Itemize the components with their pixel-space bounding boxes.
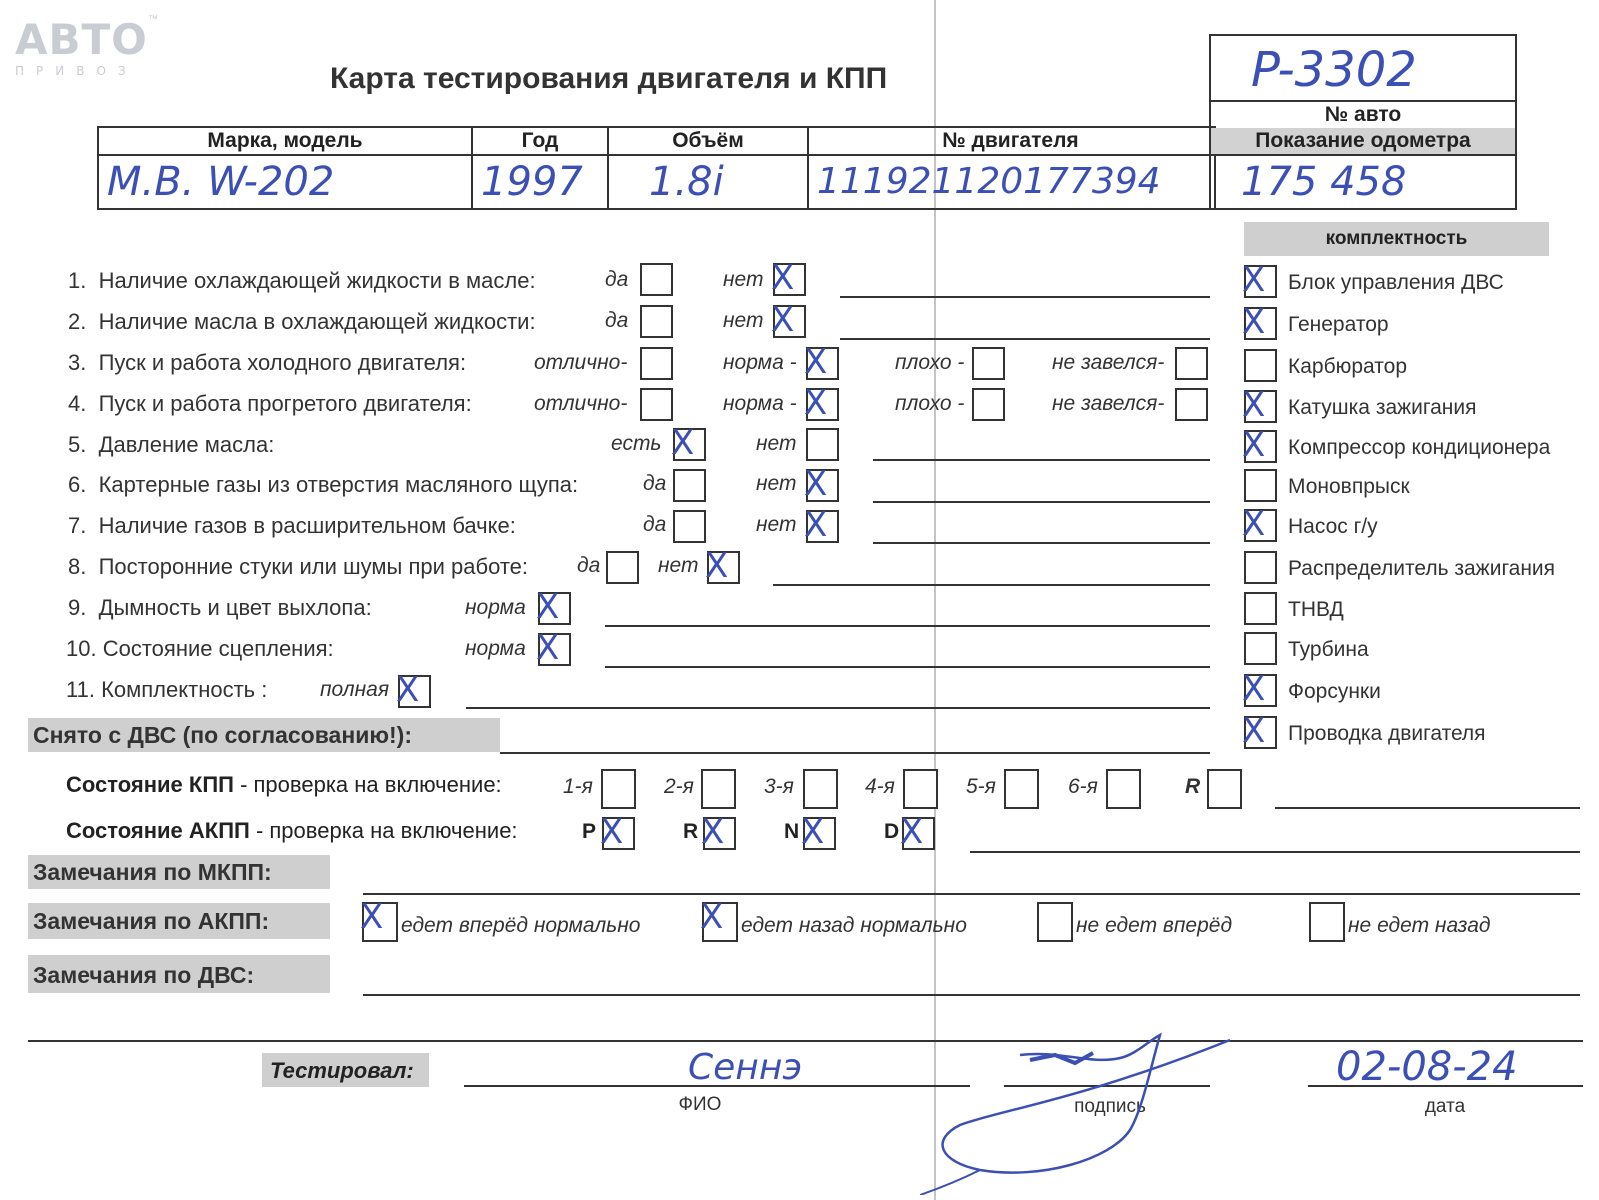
check-mark: X <box>671 423 695 463</box>
gear-checkbox[interactable] <box>701 769 736 809</box>
check-mark: X <box>600 812 624 852</box>
question-text: Картерные газы из отверстия масляного щупа: <box>98 472 579 497</box>
remarks-mkpp-label: Замечания по МКПП: <box>33 859 272 885</box>
kit-item-label: Турбина <box>1288 638 1369 661</box>
volume-value: 1.8i <box>649 159 724 205</box>
kit-checkbox[interactable] <box>1242 711 1277 751</box>
question-1 <box>68 268 536 294</box>
year-value: 1997 <box>481 159 583 205</box>
akpp-checkbox-d[interactable] <box>900 812 935 852</box>
gear-checkbox[interactable] <box>1207 769 1242 809</box>
checkbox-q2-da[interactable] <box>640 305 673 338</box>
option-label: да <box>605 309 629 332</box>
kpp-line <box>1275 807 1580 809</box>
volume-label: Объём <box>609 128 807 156</box>
checkbox-q1-net[interactable] <box>771 258 806 298</box>
question-text: Дымность и цвет выхлопа: <box>98 595 372 620</box>
question-text: Наличие охлаждающей жидкости в масле: <box>98 268 536 293</box>
kpp-label-rest: - проверка на включение: <box>233 772 502 797</box>
gear-checkbox[interactable] <box>1106 769 1141 809</box>
option-label: нет <box>756 432 797 455</box>
kpp-label-bold: Состояние КПП <box>66 772 234 797</box>
check-mark: X <box>536 628 560 668</box>
footer-divider <box>28 1040 1583 1042</box>
kit-title: комплектность <box>1325 228 1468 249</box>
checkbox-q3-bad[interactable] <box>972 347 1005 380</box>
logo-main-text: АВТО <box>15 15 148 64</box>
checkbox-q3-excellent[interactable] <box>640 347 673 380</box>
question-text: Наличие масла в охлаждающей жидкости: <box>98 309 536 334</box>
answer-line <box>605 666 1210 668</box>
odometer-label: Показание одометра <box>1211 128 1515 156</box>
kit-item-label: Форсунки <box>1288 680 1381 703</box>
question-number: 5. <box>68 432 87 457</box>
gear-label: 2-я <box>664 775 694 798</box>
checkbox-q5-yes[interactable] <box>671 423 706 463</box>
akpp-remark-label: едет вперёд нормально <box>401 914 641 937</box>
logo-sub-text: ПРИВОЗ <box>15 64 138 78</box>
gear-label: 3-я <box>764 775 794 798</box>
brand-value: M.B. W-202 <box>107 159 335 205</box>
gear-label: 5-я <box>966 775 996 798</box>
check-mark: X <box>1242 711 1266 751</box>
gear-checkbox[interactable] <box>601 769 636 809</box>
akpp-remark-checkbox-no-back[interactable] <box>1309 902 1345 942</box>
checkbox-q6-da[interactable] <box>673 469 706 502</box>
kit-item-label: Компрессор кондиционера <box>1288 436 1551 459</box>
kit-item-label: Генератор <box>1288 313 1389 336</box>
option-label: нет <box>658 554 699 577</box>
kit-checkbox[interactable] <box>1244 592 1277 625</box>
check-mark: X <box>700 897 724 937</box>
option-label: нет <box>756 513 797 536</box>
question-10 <box>66 636 334 662</box>
check-mark: X <box>771 300 795 340</box>
answer-line <box>873 459 1210 461</box>
question-7 <box>68 513 516 539</box>
header-table <box>97 126 1216 210</box>
check-mark: X <box>1242 260 1266 300</box>
kit-checkbox[interactable] <box>1242 504 1277 544</box>
kit-item-label: Катушка зажигания <box>1288 396 1477 419</box>
check-mark: X <box>771 258 795 298</box>
checkbox-q10-normal[interactable] <box>536 628 571 668</box>
question-9 <box>68 595 372 621</box>
option-label: нет <box>723 268 764 291</box>
akpp-remark-label: едет назад нормально <box>741 914 967 937</box>
question-text: Комплектность : <box>101 677 268 702</box>
question-text: Состояние сцепления: <box>102 636 334 661</box>
removed-line <box>500 752 1210 754</box>
answer-line <box>773 584 1210 586</box>
kit-checkbox[interactable] <box>1244 632 1277 665</box>
kit-checkbox[interactable] <box>1244 551 1277 584</box>
akpp-remark-checkbox-back-ok[interactable] <box>700 897 738 942</box>
checkbox-q11-full[interactable] <box>396 670 431 710</box>
checkbox-q9-normal[interactable] <box>536 587 571 627</box>
gear-label: 4-я <box>865 775 895 798</box>
answer-line <box>840 296 1210 298</box>
check-mark: X <box>396 670 420 710</box>
akpp-label <box>66 818 518 844</box>
question-6 <box>68 472 578 498</box>
answer-line <box>605 625 1210 627</box>
signature-image <box>920 1030 1250 1195</box>
checkbox-q3-normal[interactable] <box>804 342 839 382</box>
gear-label: R <box>1185 775 1201 798</box>
kit-checkbox[interactable] <box>1242 260 1277 300</box>
gear-checkbox[interactable] <box>903 769 938 809</box>
date-label: дата <box>1424 1096 1466 1117</box>
brand-label: Марка, модель <box>99 128 471 156</box>
question-number: 10. <box>66 636 97 661</box>
logo-tm: ™ <box>148 14 158 25</box>
car-number-label: № авто <box>1324 103 1402 126</box>
akpp-remark-checkbox-no-forward[interactable] <box>1037 902 1073 942</box>
question-3 <box>68 350 466 376</box>
gear-label: 1-я <box>563 775 593 798</box>
question-number: 11. <box>66 677 95 702</box>
question-text: Пуск и работа холодного двигателя: <box>98 350 467 375</box>
akpp-pos-label: N <box>784 820 800 843</box>
remarks-akpp-label: Замечания по АКПП: <box>33 908 270 934</box>
option-label: не завелся- <box>1052 392 1165 415</box>
checkbox-q1-da[interactable] <box>640 263 673 296</box>
remarks-dvs-label: Замечания по ДВС: <box>33 962 255 988</box>
kit-checkbox[interactable] <box>1242 669 1277 709</box>
question-11 <box>66 677 267 703</box>
checkbox-q4-excellent[interactable] <box>640 388 673 421</box>
question-number: 4. <box>68 391 87 416</box>
question-text: Пуск и работа прогретого двигателя: <box>98 391 472 416</box>
kit-item-label: Насос г/у <box>1288 515 1378 538</box>
logo <box>15 15 148 78</box>
option-label: норма <box>465 596 526 619</box>
question-number: 3. <box>68 350 87 375</box>
question-number: 2. <box>68 309 87 334</box>
checkbox-q4-normal[interactable] <box>804 383 839 423</box>
checkbox-q2-net[interactable] <box>771 300 806 340</box>
question-text: Посторонние стуки или шумы при работе: <box>98 554 528 579</box>
answer-line <box>873 542 1210 544</box>
odometer-value: 175 458 <box>1241 159 1407 205</box>
akpp-checkbox-r[interactable] <box>701 812 736 852</box>
tested-label: Тестировал: <box>270 1058 414 1083</box>
kit-checkbox[interactable] <box>1242 302 1277 342</box>
check-mark: X <box>804 342 828 382</box>
check-mark: X <box>1242 425 1266 465</box>
option-label: да <box>605 268 629 291</box>
removed-label: Снято с ДВС (по согласованию!): <box>33 722 412 748</box>
option-label: да <box>577 554 601 577</box>
kit-checkbox[interactable] <box>1242 425 1277 465</box>
akpp-pos-label: R <box>683 820 699 843</box>
fio-label: ФИО <box>678 1094 722 1115</box>
answer-line <box>873 501 1210 503</box>
check-mark: X <box>804 383 828 423</box>
answer-line <box>840 338 1210 340</box>
option-label: полная <box>320 678 390 701</box>
checkbox-q5-no[interactable] <box>806 428 839 461</box>
question-5 <box>68 432 274 458</box>
checkbox-q4-no-start[interactable] <box>1175 388 1208 421</box>
gear-label: 6-я <box>1068 775 1098 798</box>
kit-checkbox[interactable] <box>1244 349 1277 382</box>
remarks-dvs-line <box>363 994 1580 996</box>
akpp-checkbox-p[interactable] <box>600 812 635 852</box>
akpp-line <box>970 851 1580 853</box>
kit-checkbox[interactable] <box>1242 385 1277 425</box>
checkbox-q3-no-start[interactable] <box>1175 347 1208 380</box>
question-4 <box>68 391 472 417</box>
question-number: 6. <box>68 472 87 497</box>
akpp-label-bold: Состояние АКПП <box>66 818 250 843</box>
option-label: норма - <box>723 392 797 415</box>
check-mark: X <box>1242 669 1266 709</box>
check-mark: X <box>1242 504 1266 544</box>
check-mark: X <box>1242 302 1266 342</box>
kit-item-label: Проводка двигателя <box>1288 722 1486 745</box>
checkbox-q7-net[interactable] <box>804 505 839 545</box>
option-label: да <box>643 472 667 495</box>
akpp-label-rest: - проверка на включение: <box>249 818 518 843</box>
check-mark: X <box>900 812 924 852</box>
kit-item-label: Карбюратор <box>1288 355 1408 378</box>
option-label: отлично- <box>534 351 628 374</box>
checkbox-q7-da[interactable] <box>673 510 706 543</box>
checkbox-q8-net[interactable] <box>705 546 740 586</box>
akpp-pos-label: P <box>582 820 597 843</box>
option-label: не завелся- <box>1052 351 1165 374</box>
check-mark: X <box>705 546 729 586</box>
checkbox-q4-bad[interactable] <box>972 388 1005 421</box>
question-number: 8. <box>68 554 87 579</box>
akpp-checkbox-n[interactable] <box>801 812 836 852</box>
question-number: 9. <box>68 595 87 620</box>
kit-item-label: Блок управления ДВС <box>1288 271 1504 294</box>
option-label: плохо - <box>895 392 965 415</box>
option-label: плохо - <box>895 351 965 374</box>
option-label: да <box>643 513 667 536</box>
kit-item-label: Распределитель зажигания <box>1288 557 1556 580</box>
option-label: норма <box>465 637 526 660</box>
option-label: нет <box>756 472 797 495</box>
answer-line <box>466 707 1210 709</box>
question-8 <box>68 554 528 580</box>
checkbox-q6-net[interactable] <box>804 464 839 504</box>
check-mark: X <box>1242 385 1266 425</box>
akpp-remark-label: не едет назад <box>1348 914 1491 937</box>
sign-label: подпись <box>1074 1096 1146 1117</box>
question-2 <box>68 309 536 335</box>
option-label: нет <box>723 309 764 332</box>
kit-checkbox[interactable] <box>1244 469 1277 502</box>
kpp-label <box>66 772 502 798</box>
car-number-value: P-3302 <box>1251 42 1417 98</box>
question-text: Давление масла: <box>98 432 275 457</box>
gear-checkbox[interactable] <box>803 769 838 809</box>
page-title: Карта тестирования двигателя и КПП <box>330 62 888 95</box>
car-number-box <box>1209 34 1517 132</box>
kit-item-label: ТНВД <box>1288 598 1344 621</box>
engine-label: № двигателя <box>809 128 1212 156</box>
akpp-pos-label: D <box>884 820 900 843</box>
gear-checkbox[interactable] <box>1004 769 1039 809</box>
year-label: Год <box>473 128 607 156</box>
odometer-cell <box>1209 128 1517 210</box>
option-label: норма - <box>723 351 797 374</box>
akpp-remark-checkbox-forward-ok[interactable] <box>360 897 398 942</box>
check-mark: X <box>360 897 384 937</box>
check-mark: X <box>804 464 828 504</box>
checkbox-q8-da[interactable] <box>606 551 639 584</box>
check-mark: X <box>536 587 560 627</box>
akpp-remark-label: не едет вперёд <box>1076 914 1233 937</box>
option-label: отлично- <box>534 392 628 415</box>
engine-value: 111921120177394 <box>817 161 1161 202</box>
question-text: Наличие газов в расширительном бачке: <box>98 513 516 538</box>
date-value: 02-08-24 <box>1336 1044 1518 1090</box>
question-number: 1. <box>68 268 87 293</box>
check-mark: X <box>804 505 828 545</box>
remarks-mkpp-line <box>363 893 1580 895</box>
fio-value: Сеннэ <box>688 1047 803 1088</box>
question-number: 7. <box>68 513 87 538</box>
check-mark: X <box>801 812 825 852</box>
option-label: есть <box>611 432 662 455</box>
kit-item-label: Моновпрыск <box>1288 475 1410 498</box>
check-mark: X <box>701 812 725 852</box>
